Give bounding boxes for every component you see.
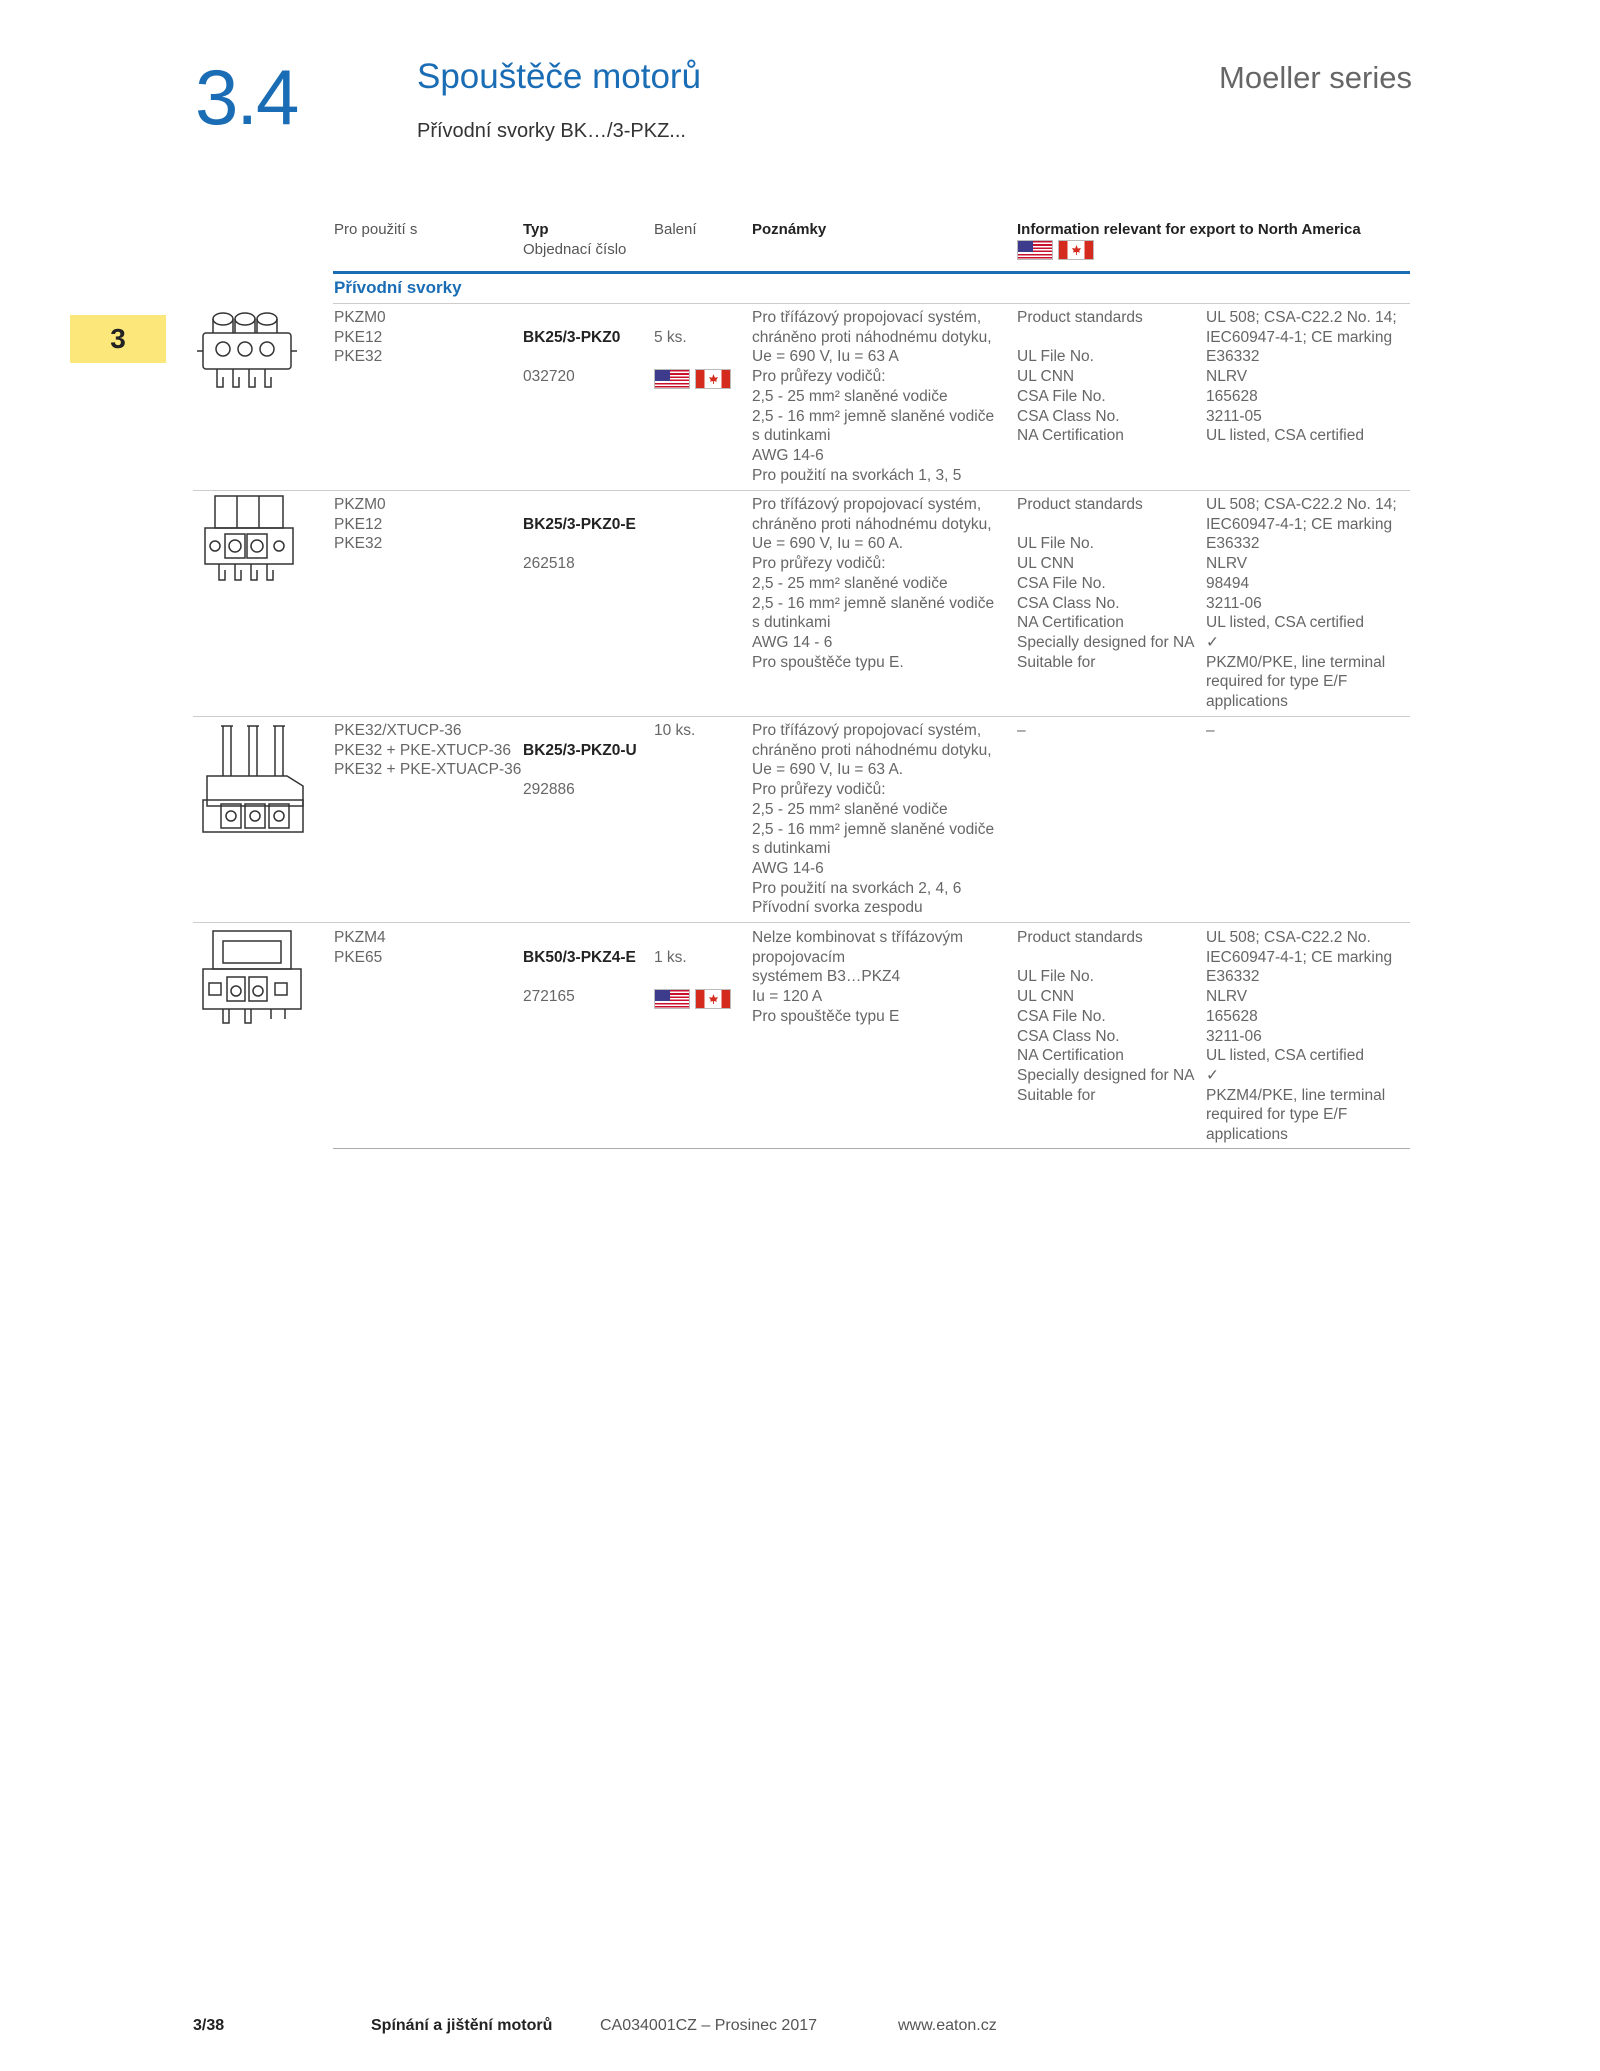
row1-use-with: PKZM0 PKE12 PKE32: [334, 309, 386, 366]
na-flags: [1017, 241, 1094, 258]
product-image-bk50-pkz4-e: [193, 925, 308, 1035]
row4-notes: Nelze kombinovat s třífázovým propojovacím systémem B3…PKZ4 Iu = 120 A Pro spouštěče typu E: [752, 929, 964, 1025]
col-notes: [752, 220, 826, 240]
row2-na-values: UL 508; CSA-C22.2 No. 14; IEC60947-4-1; CE marking E36332 NLRV 98494 3211-06 UL listed, CSA certified ✓ PKZM0/PKE, line terminal required for type E/F applications: [1206, 496, 1397, 711]
row3-na-labels: –: [1017, 722, 1026, 739]
product-image-bk25-pkz0-u: [193, 720, 313, 845]
col-order-no-label: Objednací číslo: [523, 241, 627, 258]
us-flag-icon: [1017, 240, 1053, 260]
row4-order-no: 272165: [523, 988, 575, 1006]
us-flag-icon: [654, 369, 690, 389]
col-type: [523, 220, 626, 260]
chapter-tab: 3: [70, 315, 166, 363]
row3-packing: 10 ks.: [654, 722, 696, 739]
row2-type-block: [523, 495, 636, 594]
col-na-info-label: Information relevant for export to North America: [1017, 221, 1361, 238]
product-image-bk25-pkz0-e: [193, 492, 303, 602]
row3-use-with: PKE32/XTUCP-36 PKE32 + PKE-XTUCP-36 PKE32 + PKE-XTUACP-36: [334, 722, 522, 779]
row-divider: [333, 303, 1410, 304]
row1-type: BK25/3-PKZ0: [523, 328, 621, 346]
footer-book-title: Spínání a jištění motorů: [371, 2017, 553, 2034]
col-use-with: Pro použití s: [334, 221, 418, 238]
page-subtitle: Přívodní svorky BK…/3-PKZ...: [417, 120, 686, 142]
page-number: 3/38: [193, 2017, 225, 2034]
row4-type: BK50/3-PKZ4-E: [523, 948, 636, 966]
row1-na-labels: Product standards UL File No. UL CNN CSA File No. CSA Class No. NA Certification: [1017, 309, 1143, 445]
row1-flags: [654, 369, 731, 389]
row1-packing: 5 ks.: [654, 328, 687, 346]
footer-page-number: [193, 2017, 224, 2035]
series-label: Moeller series: [1219, 60, 1412, 95]
row3-type-block: [523, 721, 637, 820]
row2-use-with: PKZM0 PKE12 PKE32: [334, 496, 386, 553]
row3-type: BK25/3-PKZ0-U: [523, 741, 637, 759]
col-notes-label: Poznámky: [752, 221, 827, 238]
row-divider: [193, 490, 1410, 491]
row2-type: BK25/3-PKZ0-E: [523, 515, 636, 533]
row1-order-no: 032720: [523, 368, 575, 386]
section-number: 3.4: [195, 53, 298, 141]
col-na-info: [1017, 220, 1361, 260]
col-type-label: Typ: [523, 221, 549, 238]
row-divider: [193, 716, 1410, 717]
row1-packing-block: [654, 308, 731, 409]
canada-flag-icon: [695, 369, 731, 389]
canada-flag-icon: [1058, 240, 1094, 260]
header-divider: [333, 271, 1410, 274]
row4-type-block: [523, 928, 636, 1027]
group-title: Přívodní svorky: [334, 278, 462, 297]
footer-doc-id: CA034001CZ – Prosinec 2017: [600, 2017, 818, 2034]
row3-order-no: 292886: [523, 781, 575, 799]
row1-type-block: [523, 308, 620, 407]
page-title: Spouštěče motorů: [417, 57, 702, 96]
row1-notes: Pro třífázový propojovací systém, chráněno proti náhodnému dotyku, Ue = 690 V, Iu = 63 A Pro průřezy vodičů: 2,5 - 25 mm² slaněné vodiče 2,5 - 16 mm² jemně slaněné vodiče s dutinkami AWG 14-6 Pro použití na svorkách 1, 3, 5: [752, 309, 995, 484]
us-flag-icon: [654, 989, 690, 1009]
table-bottom-rule: [333, 1148, 1410, 1149]
product-image-bk25-pkz0: [193, 305, 303, 405]
canada-flag-icon: [695, 989, 731, 1009]
row3-notes: Pro třífázový propojovací systém, chráněno proti náhodnému dotyku, Ue = 690 V, Iu = 63 A. Pro průřezy vodičů: 2,5 - 25 mm² slaněné vodiče 2,5 - 16 mm² jemně slaněné vodiče s dutinkami AWG 14-6 Pro použití na svorkách 2, 4, 6 Přívodní svorka zespodu: [752, 722, 995, 917]
row4-na-values: UL 508; CSA-C22.2 No. IEC60947-4-1; CE marking E36332 NLRV 165628 3211-06 UL listed, CSA certified ✓ PKZM4/PKE, line terminal required for type E/F applications: [1206, 929, 1393, 1144]
row4-use-with: PKZM4 PKE65: [334, 929, 386, 966]
row2-notes: Pro třífázový propojovací systém, chráněno proti náhodnému dotyku, Ue = 690 V, Iu = 60 A. Pro průřezy vodičů: 2,5 - 25 mm² slaněné vodiče 2,5 - 16 mm² jemně slaněné vodiče s dutinkami AWG 14 - 6 Pro spouštěče typu E.: [752, 496, 995, 671]
row-divider: [193, 922, 1410, 923]
row4-na-labels: Product standards UL File No. UL CNN CSA File No. CSA Class No. NA Certification Specially designed for NA Suitable for: [1017, 929, 1195, 1104]
row4-packing: 1 ks.: [654, 948, 687, 966]
footer-url[interactable]: www.eaton.cz: [898, 2017, 997, 2034]
row4-packing-block: [654, 928, 731, 1029]
row4-flags: [654, 989, 731, 1009]
row3-na-values: –: [1206, 722, 1215, 739]
col-packing: Balení: [654, 221, 697, 238]
row2-na-labels: Product standards UL File No. UL CNN CSA File No. CSA Class No. NA Certification Specially designed for NA Suitable for: [1017, 496, 1195, 671]
row1-na-values: UL 508; CSA-C22.2 No. 14; IEC60947-4-1; CE marking E36332 NLRV 165628 3211-05 UL listed, CSA certified: [1206, 309, 1397, 445]
row2-order-no: 262518: [523, 555, 575, 573]
